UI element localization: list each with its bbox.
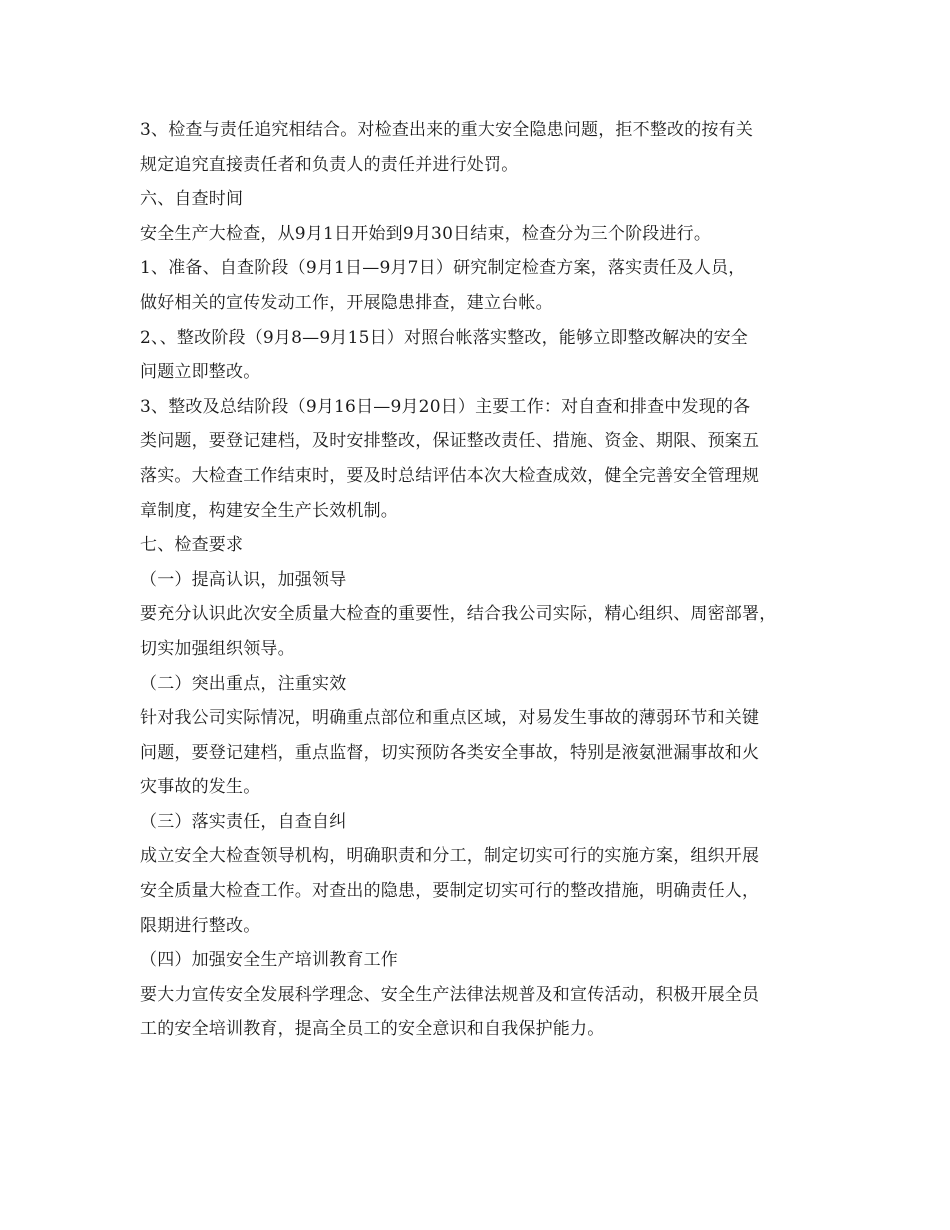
body-line: 落实。大检查工作结束时，要及时总结评估本次大检查成效，健全完善安全管理规	[140, 465, 760, 486]
subsection-heading: （四）加强安全生产培训教育工作	[140, 950, 398, 971]
body-line: 类问题，要登记建档，及时安排整改，保证整改责任、措施、资金、期限、预案五	[140, 431, 760, 452]
body-line: 做好相关的宣传发动工作，开展隐患排查，建立台帐。	[140, 292, 553, 313]
body-line: 切实加强组织领导。	[140, 638, 295, 659]
subsection-heading: （一）提高认识，加强领导	[140, 569, 347, 590]
body-line: 问题，要登记建档，重点监督，切实预防各类安全事故，特别是液氨泄漏事故和火	[140, 742, 760, 763]
subsection-heading: （三）落实责任，自查自纠	[140, 811, 347, 832]
body-line: 章制度，构建安全生产长效机制。	[140, 500, 398, 521]
body-line: 要大力宣传安全发展科学理念、安全生产法律法规普及和宣传活动，积极开展全员	[140, 984, 760, 1005]
body-line: 3、整改及总结阶段（9月16日—9月20日）主要工作：对自查和排查中发现的各	[140, 396, 751, 417]
body-line: 成立安全大检查领导机构，明确职责和分工，制定切实可行的实施方案，组织开展	[140, 846, 760, 867]
body-line: 要充分认识此次安全质量大检查的重要性，结合我公司实际，精心组织、周密部署，	[140, 604, 777, 625]
body-line: 灾事故的发生。	[140, 777, 261, 798]
body-line: 2、、整改阶段（9月8—9月15日）对照台帐落实整改，能够立即整改解决的安全	[140, 327, 748, 348]
body-line: 3、检查与责任追究相结合。对检查出来的重大安全隐患问题，拒不整改的按有关	[140, 120, 754, 140]
document-body	[140, 113, 830, 1047]
body-line: 规定追究直接责任者和负责人的责任并进行处罚。	[140, 154, 519, 175]
body-line: 问题立即整改。	[140, 362, 261, 383]
section-heading: 六、自查时间	[140, 189, 244, 210]
body-line: 安全生产大检查，从9月1日开始到9月30日结束，检查分为三个阶段进行。	[140, 223, 712, 244]
body-line: 限期进行整改。	[140, 915, 261, 936]
body-line: 针对我公司实际情况，明确重点部位和重点区域，对易发生事故的薄弱环节和关键	[140, 708, 760, 729]
body-line: 工的安全培训教育，提高全员工的安全意识和自我保护能力。	[140, 1019, 605, 1040]
subsection-heading: （二）突出重点，注重实效	[140, 673, 347, 694]
section-heading: 七、检查要求	[140, 535, 244, 556]
body-line: 1、准备、自查阶段（9月1日—9月7日）研究制定检查方案，落实责任及人员，	[140, 258, 746, 279]
body-line: 安全质量大检查工作。对查出的隐患，要制定切实可行的整改措施，明确责任人，	[140, 881, 760, 902]
